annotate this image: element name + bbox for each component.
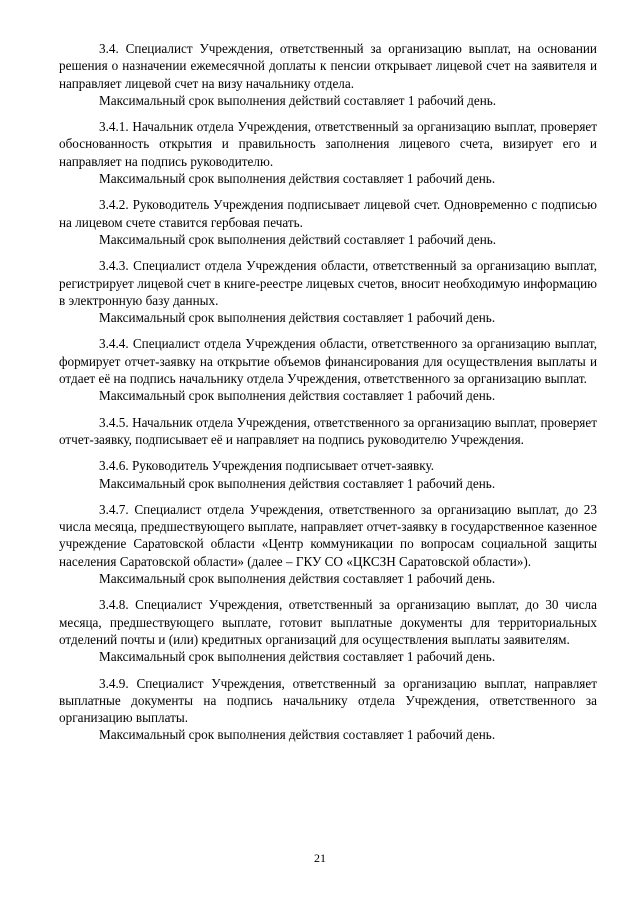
paragraph-3-4-3: 3.4.3. Специалист отдела Учреждения области, ответственный за организацию выплат, регистрирует лицевой счет в книге-реестре лицевых счетов, вносит необходимую информацию в электронную базу данных.	[59, 258, 597, 308]
page-number: 21	[314, 851, 326, 865]
paragraph-3-4-2: 3.4.2. Руководитель Учреждения подписывает лицевой счет. Одновременно с подписью на лицевом счете ставится гербовая печать.	[59, 197, 597, 230]
paragraph-3-4-1: 3.4.1. Начальник отдела Учреждения, ответственный за организацию выплат, проверяет обоснованность открытия и правильность заполнения лицевого счета, визирует его и направляет на подпись руководителю.	[59, 119, 597, 169]
paragraph-3-4-5: 3.4.5. Начальник отдела Учреждения, ответственного за организацию выплат, проверяет отчет-заявку, подписывает её и направляет на подпись руководителю Учреждения.	[59, 414, 597, 447]
paragraph-3-4-9: 3.4.9. Специалист Учреждения, ответственный за организацию выплат, направляет выплатные документы на подпись начальнику отдела Учреждения, ответственного за организацию выплаты.	[59, 675, 597, 726]
deadline-3-4: Максимальный срок выполнения действий составляет 1 рабочий день.	[99, 92, 497, 108]
paragraph-3-4: 3.4. Специалист Учреждения, ответственный за организацию выплат, на основании решения о назначении ежемесячной доплаты к пенсии открывает лицевой счет на заявителя и направляет лицевой счет на визу начальнику отдела.	[59, 41, 597, 91]
deadline-3-4-7: Максимальный срок выполнения действия составляет 1 рабочий день.	[99, 571, 496, 587]
deadline-3-4-4: Максимальный срок выполнения действия составляет 1 рабочий день.	[99, 388, 496, 404]
paragraph-3-4-7: 3.4.7. Специалист отдела Учреждения, ответственного за организацию выплат, до 23 числа месяца, предшествующего выплате, направляет отчет-заявку в государственное казенное учреждение Саратовской области «Центр коммуникации по вопросам социальной защиты населения Саратовской области» (далее – ГКУ СО «ЦКСЗН Саратовской области»).	[59, 501, 597, 569]
document-page	[59, 40, 597, 744]
deadline-3-4-1: Максимальный срок выполнения действия составляет 1 рабочий день.	[99, 171, 496, 187]
paragraph-3-4-6: 3.4.6. Руководитель Учреждения подписывает отчет-заявку.	[99, 458, 435, 474]
deadline-3-4-6: Максимальный срок выполнения действия составляет 1 рабочий день.	[99, 475, 496, 491]
deadline-3-4-3: Максимальный срок выполнения действия составляет 1 рабочий день.	[99, 310, 496, 326]
paragraph-3-4-8: 3.4.8. Специалист Учреждения, ответственный за организацию выплат, до 30 числа месяца, предшествующего выплате, готовит выплатные документы для территориальных отделений почты и (или) кредитных организаций для осуществления выплаты заявителям.	[59, 597, 597, 647]
deadline-3-4-9: Максимальный срок выполнения действия составляет 1 рабочий день.	[99, 727, 496, 743]
deadline-3-4-2: Максимальный срок выполнения действий составляет 1 рабочий день.	[99, 231, 497, 247]
paragraph-3-4-4: 3.4.4. Специалист отдела Учреждения области, ответственного за организацию выплат, формирует отчет-заявку на открытие объемов финансирования для осуществления выплаты и отдает её на подпись начальнику отдела Учреждения, ответственного за организацию выплат.	[59, 336, 597, 387]
deadline-3-4-8: Максимальный срок выполнения действия составляет 1 рабочий день.	[99, 649, 496, 665]
